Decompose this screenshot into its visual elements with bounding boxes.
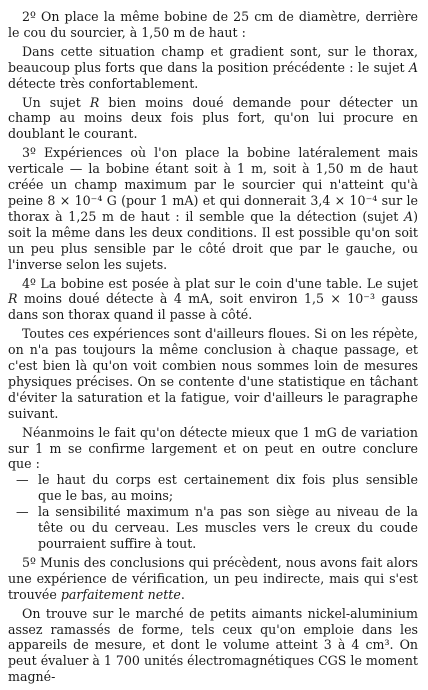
paragraph-neanmoins: Néanmoins le fait qu'on détecte mieux que 1 mG de variation sur 1 m se confirme largement et on peut en outre conclure que : — [8, 424, 418, 472]
emphasis-text: parfaitement nette — [60, 586, 181, 602]
paragraph-subject-a: Dans cette situation champ et gradient sont, sur le thorax, beaucoup plus forts que dans la position précédente : le sujet A détecte très confortablement. — [8, 43, 418, 91]
paragraph-floues: Toutes ces expériences sont d'ailleurs floues. Si on les répète, on n'a pas toujours la même conclusion à chaque passage, et c'est bien là qu'on voit combien nous sommes loin de mesures physiques précises. On se contente d'une statistique en tâchant d'éviter la saturation et la fatigue, voir d'ailleurs le paragraphe suivant. — [8, 326, 418, 421]
paragraph-2: 2º On place la même bobine de 25 cm de diamètre, derrière le cou du sourcier, à 1,50 m de haut : — [8, 9, 418, 40]
list-item: — la sensibilité maximum n'a pas son siège au niveau de la tête ou du cerveau. Les muscles vers le creux du coude pourraient suffire à tout. — [8, 504, 418, 552]
list-item: — le haut du corps est certainement dix fois plus sensible que le bas, au moins; — [8, 472, 418, 504]
paragraph-5-end: . — [180, 586, 185, 602]
paragraph-4: 4º La bobine est posée à plat sur le coin d'une table. Le sujet R moins doué détecte à 4 mA, soit environ 1,5 × 10⁻³ gauss dans son thorax quand il passe à côté. — [8, 275, 418, 323]
paragraph-5-text: 5º Munis des conclusions qui précèdent, nous avons fait alors une expérience de vérification, un peu indirecte, mais qui s'est trouvée — [8, 554, 418, 602]
paragraph-3: 3º Expériences où l'on place la bobine latéralement mais verticale — la bobine étant soit à 1 m, soit à 1,50 m de haut créée un champ maximum par le sourcier qui n'atteint qu'à peine 8 × 10⁻⁴ G (pour 1 mA) et qui donnerait 3,4 × 10⁻⁴ sur le thorax à 1,25 m de haut : il semble que la détection (sujet A) soit la même dans les deux conditions. Il est possible qu'on soit un peu plus sensible par le côté droit que par le gauche, ou l'inverse selon les sujets. — [8, 145, 418, 272]
paragraph-aimants: On trouve sur le marché de petits aimants nickel-aluminium assez ramassés de forme, tels ceux qu'on emploie dans les appareils de mesure, et dont le volume atteint 3 à 4 cm³. On peut évaluer à 1 700 unités électromagnétiques CGS le moment magné- — [8, 605, 418, 685]
paragraph-subject-r: Un sujet R bien moins doué demande pour détecter un champ au moins deux fois plus fort, qu'on lui procure en doublant le courant. — [8, 94, 418, 142]
paragraph-5 — [8, 555, 418, 603]
conclusion-list — [8, 472, 418, 552]
